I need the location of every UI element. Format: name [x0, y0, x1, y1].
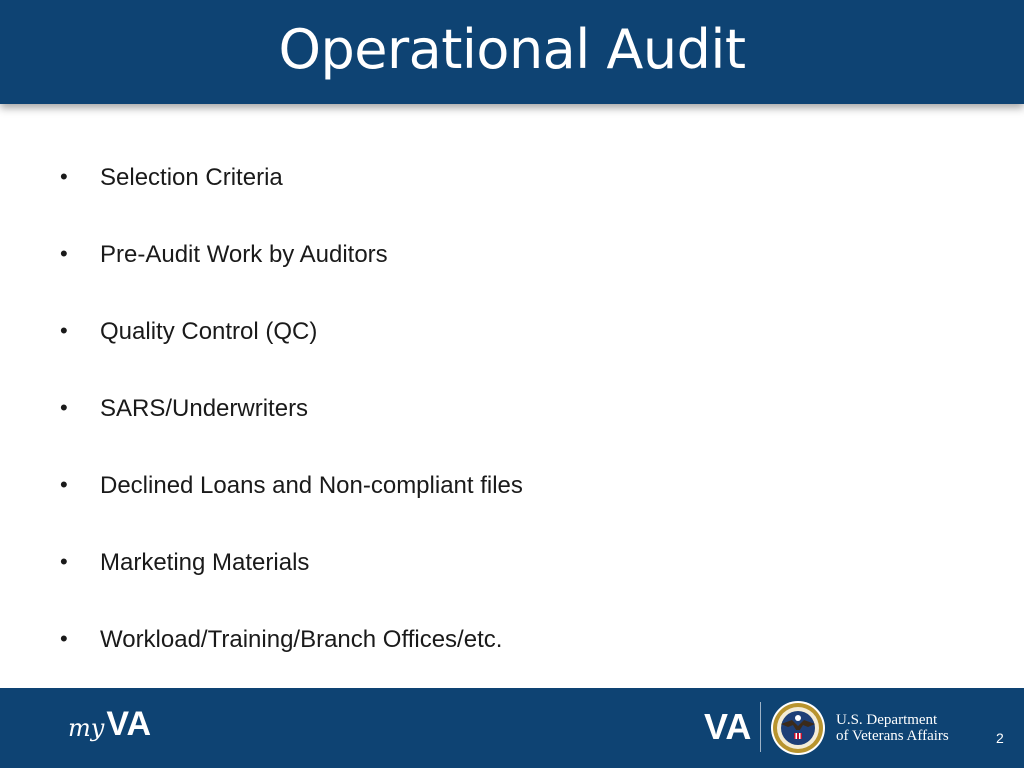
bullet-icon: •	[60, 164, 68, 189]
dept-name-line2: of Veterans Affairs	[836, 728, 949, 744]
myva-logo-my: my	[68, 714, 105, 742]
page-number: 2	[996, 730, 1004, 746]
bullet-text: Declined Loans and Non-compliant files	[100, 472, 523, 499]
bullet-text: Quality Control (QC)	[100, 318, 318, 345]
bullet-text: Pre-Audit Work by Auditors	[100, 241, 388, 268]
slide-title: Operational Audit	[278, 18, 746, 81]
dept-name	[836, 712, 949, 744]
logo-divider	[760, 702, 761, 752]
myva-logo-va: VA	[106, 705, 152, 743]
bullet-icon: •	[60, 395, 68, 420]
bullet-icon: •	[60, 241, 68, 266]
bullet-icon: •	[60, 549, 68, 574]
title-bar	[0, 0, 1024, 104]
bullet-text: Selection Criteria	[100, 164, 283, 191]
bullet-text: Workload/Training/Branch Offices/etc.	[100, 626, 503, 653]
bullet-icon: •	[60, 626, 68, 651]
va-logo: VA	[704, 706, 752, 747]
footer-bar	[0, 688, 1024, 768]
bullet-icon: •	[60, 318, 68, 343]
bullet-text: SARS/Underwriters	[100, 395, 309, 422]
dept-name-line1: U.S. Department	[836, 712, 938, 728]
myva-logo	[68, 704, 151, 744]
bullet-text: Marketing Materials	[100, 549, 310, 576]
bullet-icon: •	[60, 472, 68, 497]
va-seal-icon	[770, 700, 826, 756]
